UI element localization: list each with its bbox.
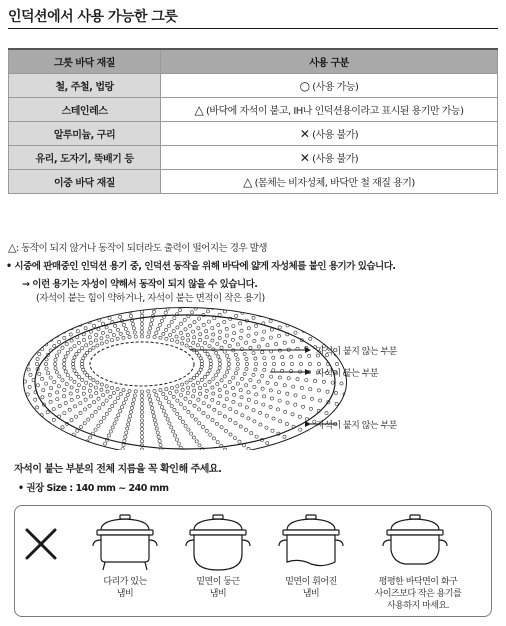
material-cell: 철, 주철, 법랑: [9, 73, 161, 97]
caption-pot-with-legs: 다리가 있는 냄비: [103, 577, 147, 599]
prohibited-cookware-box: [14, 505, 492, 617]
label-non-magnetic-bottom: 자석이 붙지 않는 부분: [316, 421, 397, 431]
usage-text: (사용 불가): [312, 129, 359, 141]
table-row: [9, 73, 498, 97]
page-title: 인덕션에서 사용 가능한 그릇: [8, 9, 178, 25]
pot-with-legs-icon: [93, 515, 157, 570]
usage-text: (바닥에 자석이 붙고, IH나 인덕션용이라고 표시된 용기만 가능): [205, 105, 464, 117]
usage-text: (사용 불가): [312, 153, 359, 165]
warped-bottom-pot-icon: [279, 515, 343, 566]
triangle-icon: △: [8, 241, 16, 254]
table-row: [9, 169, 498, 193]
usage-cell: [161, 145, 498, 169]
table-row: [9, 121, 498, 145]
triangle-note: △: 동작이 되지 않거나 동작이 되더라도 출력이 떨어지는 경우 발생: [8, 241, 267, 254]
caption-small-bottom-pot: 평평한 바닥면이 화구 사이즈보다 작은 용기를 사용하지 마세요.: [374, 577, 462, 611]
cookware-material-table: [8, 48, 498, 194]
usage-cell: [161, 73, 498, 97]
recommended-size: • 권장 Size : 140 mm ~ 240 mm: [18, 483, 169, 494]
table-header-row: [9, 49, 498, 73]
label-non-magnetic-top: 자석이 붙지 않는 부분: [316, 347, 397, 357]
material-cell: 이중 바닥 재질: [9, 169, 161, 193]
pan-bottom-diagram: [0, 300, 506, 450]
usage-text: (사용 가능): [312, 81, 359, 93]
caption-round-bottom-pot: 밑면이 둥근 냄비: [196, 577, 240, 599]
arrow-note: → 이런 용기는 자성이 약해서 동작이 되지 않을 수 있습니다.: [22, 279, 258, 290]
small-flat-bottom-pot-icon: [383, 515, 447, 564]
material-cell: 알루미늄, 구리: [9, 121, 161, 145]
paren-note: (자석이 붙는 힘이 약하거나, 자석이 붙는 면적이 작은 용기): [36, 293, 265, 304]
material-cell: 유리, 도자기, 뚝배기 등: [9, 145, 161, 169]
material-cell: 스테인레스: [9, 97, 161, 121]
triangle-icon: △: [243, 174, 252, 189]
inner-non-magnetic-area: [90, 342, 194, 386]
triangle-icon: △: [194, 102, 204, 117]
x-icon: ✕: [299, 126, 310, 141]
header-material: 그릇 바닥 재질: [9, 49, 161, 73]
prohibited-x-icon: [27, 530, 55, 558]
usage-text: (몸체는 비자성체, 바닥만 철 재질 용기): [254, 177, 415, 189]
bullet-note: • 시중에 판매중인 인덕션 용기 중, 인덕션 동작을 위해 바닥에 얇게 자성체를 붙인 용기가 있습니다.: [6, 261, 396, 272]
label-magnetic: 자석이 붙는 부분: [316, 369, 379, 379]
usage-cell: [161, 169, 498, 193]
table-row: [9, 145, 498, 169]
x-icon: ✕: [299, 150, 310, 165]
table-row: [9, 97, 498, 121]
usage-cell: [161, 121, 498, 145]
circle-icon: ○: [299, 78, 310, 93]
usage-cell: [161, 97, 498, 121]
header-usage: 사용 구분: [161, 49, 498, 73]
caption-warped-bottom-pot: 밑면이 휘어진 냄비: [285, 577, 337, 599]
title-underline: [8, 28, 498, 29]
pan-base: [0, 300, 506, 450]
round-bottom-pot-icon: [186, 515, 250, 570]
check-diameter-text: 자석이 붙는 부분의 전체 지름을 꼭 확인해 주세요.: [14, 464, 222, 475]
